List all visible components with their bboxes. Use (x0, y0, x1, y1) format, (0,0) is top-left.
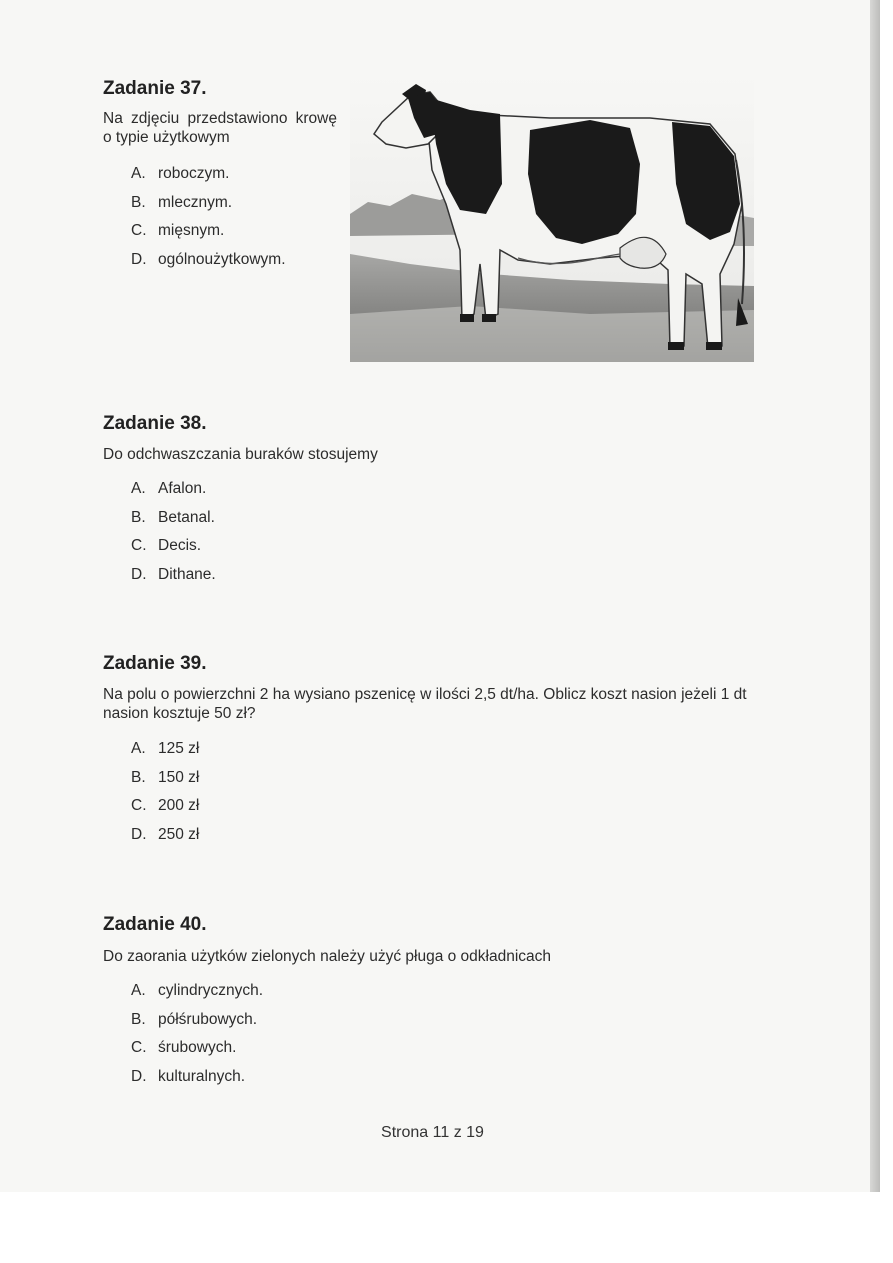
answer-option (131, 250, 286, 279)
option-letter: D. (131, 250, 147, 268)
task-title: Zadanie 37. (103, 78, 207, 99)
answer-option (131, 981, 263, 1010)
task-title: Zadanie 38. (103, 413, 207, 434)
answer-option (131, 536, 216, 565)
answer-option (131, 508, 216, 537)
task-question: Do odchwaszczania buraków stosujemy (103, 446, 378, 463)
option-text: roboczym. (158, 165, 230, 182)
option-letter: D. (131, 1067, 147, 1085)
answer-options (131, 164, 286, 278)
answer-option (131, 1038, 263, 1067)
option-text: Betanal. (158, 508, 215, 526)
answer-option (131, 825, 199, 854)
answer-option (131, 1067, 263, 1096)
option-text: 150 zł (158, 768, 200, 786)
option-text: 125 zł (158, 740, 200, 757)
option-letter: D. (131, 825, 147, 843)
page-number: Strona 11 z 19 (381, 1124, 484, 1141)
answer-options (131, 739, 199, 853)
cow-photo (350, 74, 754, 362)
task-question: Na polu o powierzchni 2 ha wysiano pszenicę w ilości 2,5 dt/ha. Oblicz koszt nasion jeżeli 1 dt nasion kosztuje 50 zł? (103, 686, 747, 722)
option-letter: C. (131, 797, 147, 814)
answer-option (131, 565, 216, 594)
answer-option (131, 768, 199, 797)
cow-hoof (460, 314, 474, 322)
answer-options (131, 479, 216, 593)
option-text: cylindrycznych. (158, 982, 264, 999)
cow-hoof (706, 342, 722, 350)
option-text: mięsnym. (158, 222, 225, 239)
answer-option (131, 193, 286, 222)
option-text: 200 zł (158, 797, 200, 814)
option-letter: C. (131, 537, 147, 554)
option-letter: C. (131, 1039, 147, 1056)
answer-option (131, 221, 286, 250)
answer-options (131, 981, 263, 1095)
option-letter: B. (131, 1010, 146, 1028)
answer-option (131, 796, 199, 825)
option-letter: A. (131, 480, 146, 497)
ground-highlight (350, 306, 754, 362)
answer-option (131, 1010, 263, 1039)
option-text: półśrubowych. (158, 1010, 258, 1028)
answer-option (131, 164, 286, 193)
option-text: Dithane. (158, 565, 216, 583)
task-question: Do zaorania użytków zielonych należy użyć pługa o odkładnicach (103, 948, 552, 965)
option-text: 250 zł (158, 825, 200, 843)
task-title: Zadanie 40. (103, 914, 207, 935)
task-question: Na zdjęciu przedstawiono krowę o typie użytkowym (103, 110, 337, 146)
option-text: śrubowych. (158, 1039, 237, 1056)
cow-hoof (482, 314, 496, 322)
option-letter: B. (131, 193, 146, 211)
option-letter: A. (131, 165, 146, 182)
option-letter: B. (131, 508, 146, 526)
option-letter: B. (131, 768, 146, 786)
option-letter: A. (131, 982, 146, 999)
page-edge-shadow (870, 0, 880, 1192)
answer-option (131, 739, 199, 768)
option-text: mlecznym. (158, 193, 233, 211)
option-text: Decis. (158, 537, 202, 554)
option-letter: A. (131, 740, 146, 757)
option-text: kulturalnych. (158, 1067, 246, 1085)
task-title: Zadanie 39. (103, 653, 207, 674)
option-letter: C. (131, 222, 147, 239)
cow-hoof (668, 342, 684, 350)
option-text: Afalon. (158, 480, 207, 497)
answer-option (131, 479, 216, 508)
option-text: ogólnoużytkowym. (158, 250, 286, 268)
option-letter: D. (131, 565, 147, 583)
